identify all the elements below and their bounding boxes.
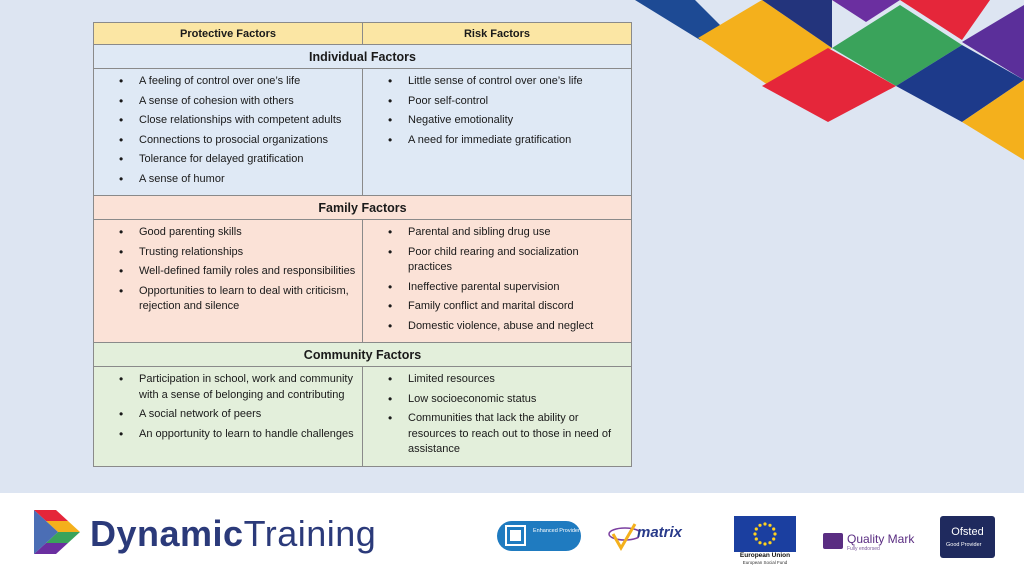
list-item: • Tolerance for delayed gratification bbox=[114, 152, 356, 168]
protective-cell-individual bbox=[94, 69, 363, 196]
list-item: • A sense of cohesion with others bbox=[114, 94, 356, 110]
list-item: • Communities that lack the ability or resources to reach out to those in need of assistance bbox=[383, 411, 625, 458]
risk-cell-community bbox=[363, 367, 632, 467]
list-item: • A feeling of control over one’s life bbox=[114, 74, 356, 90]
risk-list-individual bbox=[383, 74, 625, 148]
list-item: • Low socioeconomic status bbox=[383, 392, 625, 408]
section-title-row-community bbox=[94, 343, 632, 367]
list-item: • Trusting relationships bbox=[114, 245, 356, 261]
enhanced-provider-icon bbox=[507, 527, 524, 544]
list-item: • An opportunity to learn to handle challenges bbox=[114, 427, 356, 443]
quality-mark-wordmark: Quality Mark bbox=[847, 532, 915, 546]
risk-cell-individual bbox=[363, 69, 632, 196]
brand-light: Training bbox=[243, 513, 377, 554]
ofsted-sublabel: Good Provider bbox=[946, 542, 982, 548]
protective-list-family bbox=[114, 225, 356, 315]
section-title-community: Community Factors bbox=[94, 343, 632, 367]
list-item: • A sense of humor bbox=[114, 172, 356, 188]
risk-cell-family bbox=[363, 220, 632, 343]
list-item: • Close relationships with competent adults bbox=[114, 113, 356, 129]
matrix-wordmark: matrix bbox=[637, 524, 683, 541]
protective-list-community bbox=[114, 372, 356, 442]
quality-mark-icon bbox=[823, 533, 843, 549]
eu-flag-icon bbox=[734, 516, 796, 552]
dynamic-training-logo-icon bbox=[34, 510, 80, 554]
eu-logo bbox=[732, 516, 798, 566]
brand-bold: Dynamic bbox=[90, 513, 244, 554]
section-body-individual bbox=[94, 69, 632, 196]
list-item: • Ineffective parental supervision bbox=[383, 280, 625, 296]
list-item: • Poor self-control bbox=[383, 94, 625, 110]
section-body-community bbox=[94, 367, 632, 467]
list-item: • A need for immediate gratification bbox=[383, 133, 625, 149]
risk-list-community bbox=[383, 372, 625, 458]
enhanced-provider-label: Enhanced Provider bbox=[533, 528, 580, 534]
header-row bbox=[94, 23, 632, 45]
quality-mark-sublabel: Fully endorsed bbox=[847, 546, 880, 552]
enhanced-provider-logo bbox=[497, 521, 581, 551]
list-item: • Negative emotionality bbox=[383, 113, 625, 129]
section-body-family bbox=[94, 220, 632, 343]
eu-sublabel: European Social Fund bbox=[742, 560, 788, 565]
matrix-logo bbox=[605, 518, 713, 556]
risk-header: Risk Factors bbox=[363, 23, 632, 45]
list-item: • Opportunities to learn to deal with criticism, rejection and silence bbox=[114, 284, 356, 315]
section-title-row-family bbox=[94, 196, 632, 220]
list-item: • Family conflict and marital discord bbox=[383, 299, 625, 315]
list-item: • Domestic violence, abuse and neglect bbox=[383, 319, 625, 335]
section-title-row-individual bbox=[94, 45, 632, 69]
list-item: • Participation in school, work and community with a sense of belonging and contributing bbox=[114, 372, 356, 403]
protective-cell-community bbox=[94, 367, 363, 467]
list-item: • Good parenting skills bbox=[114, 225, 356, 241]
protective-cell-family bbox=[94, 220, 363, 343]
section-title-family: Family Factors bbox=[94, 196, 632, 220]
dynamic-training-wordmark bbox=[90, 513, 376, 555]
protective-list-individual bbox=[114, 74, 356, 187]
list-item: • Connections to prosocial organizations bbox=[114, 133, 356, 149]
factors-table bbox=[93, 22, 632, 467]
list-item: • Little sense of control over one’s life bbox=[383, 74, 625, 90]
ofsted-logo bbox=[940, 516, 995, 558]
list-item: • Well-defined family roles and responsibilities bbox=[114, 264, 356, 280]
quality-mark-logo bbox=[823, 530, 919, 554]
risk-list-family bbox=[383, 225, 625, 334]
list-item: • Parental and sibling drug use bbox=[383, 225, 625, 241]
eu-label: European Union bbox=[739, 552, 791, 559]
list-item: • A social network of peers bbox=[114, 407, 356, 423]
section-title-individual: Individual Factors bbox=[94, 45, 632, 69]
protective-header: Protective Factors bbox=[94, 23, 363, 45]
matrix-tick-icon bbox=[605, 520, 639, 554]
list-item: • Poor child rearing and socialization practices bbox=[383, 245, 625, 276]
list-item: • Limited resources bbox=[383, 372, 625, 388]
ofsted-wordmark: Ofsted bbox=[951, 526, 984, 538]
